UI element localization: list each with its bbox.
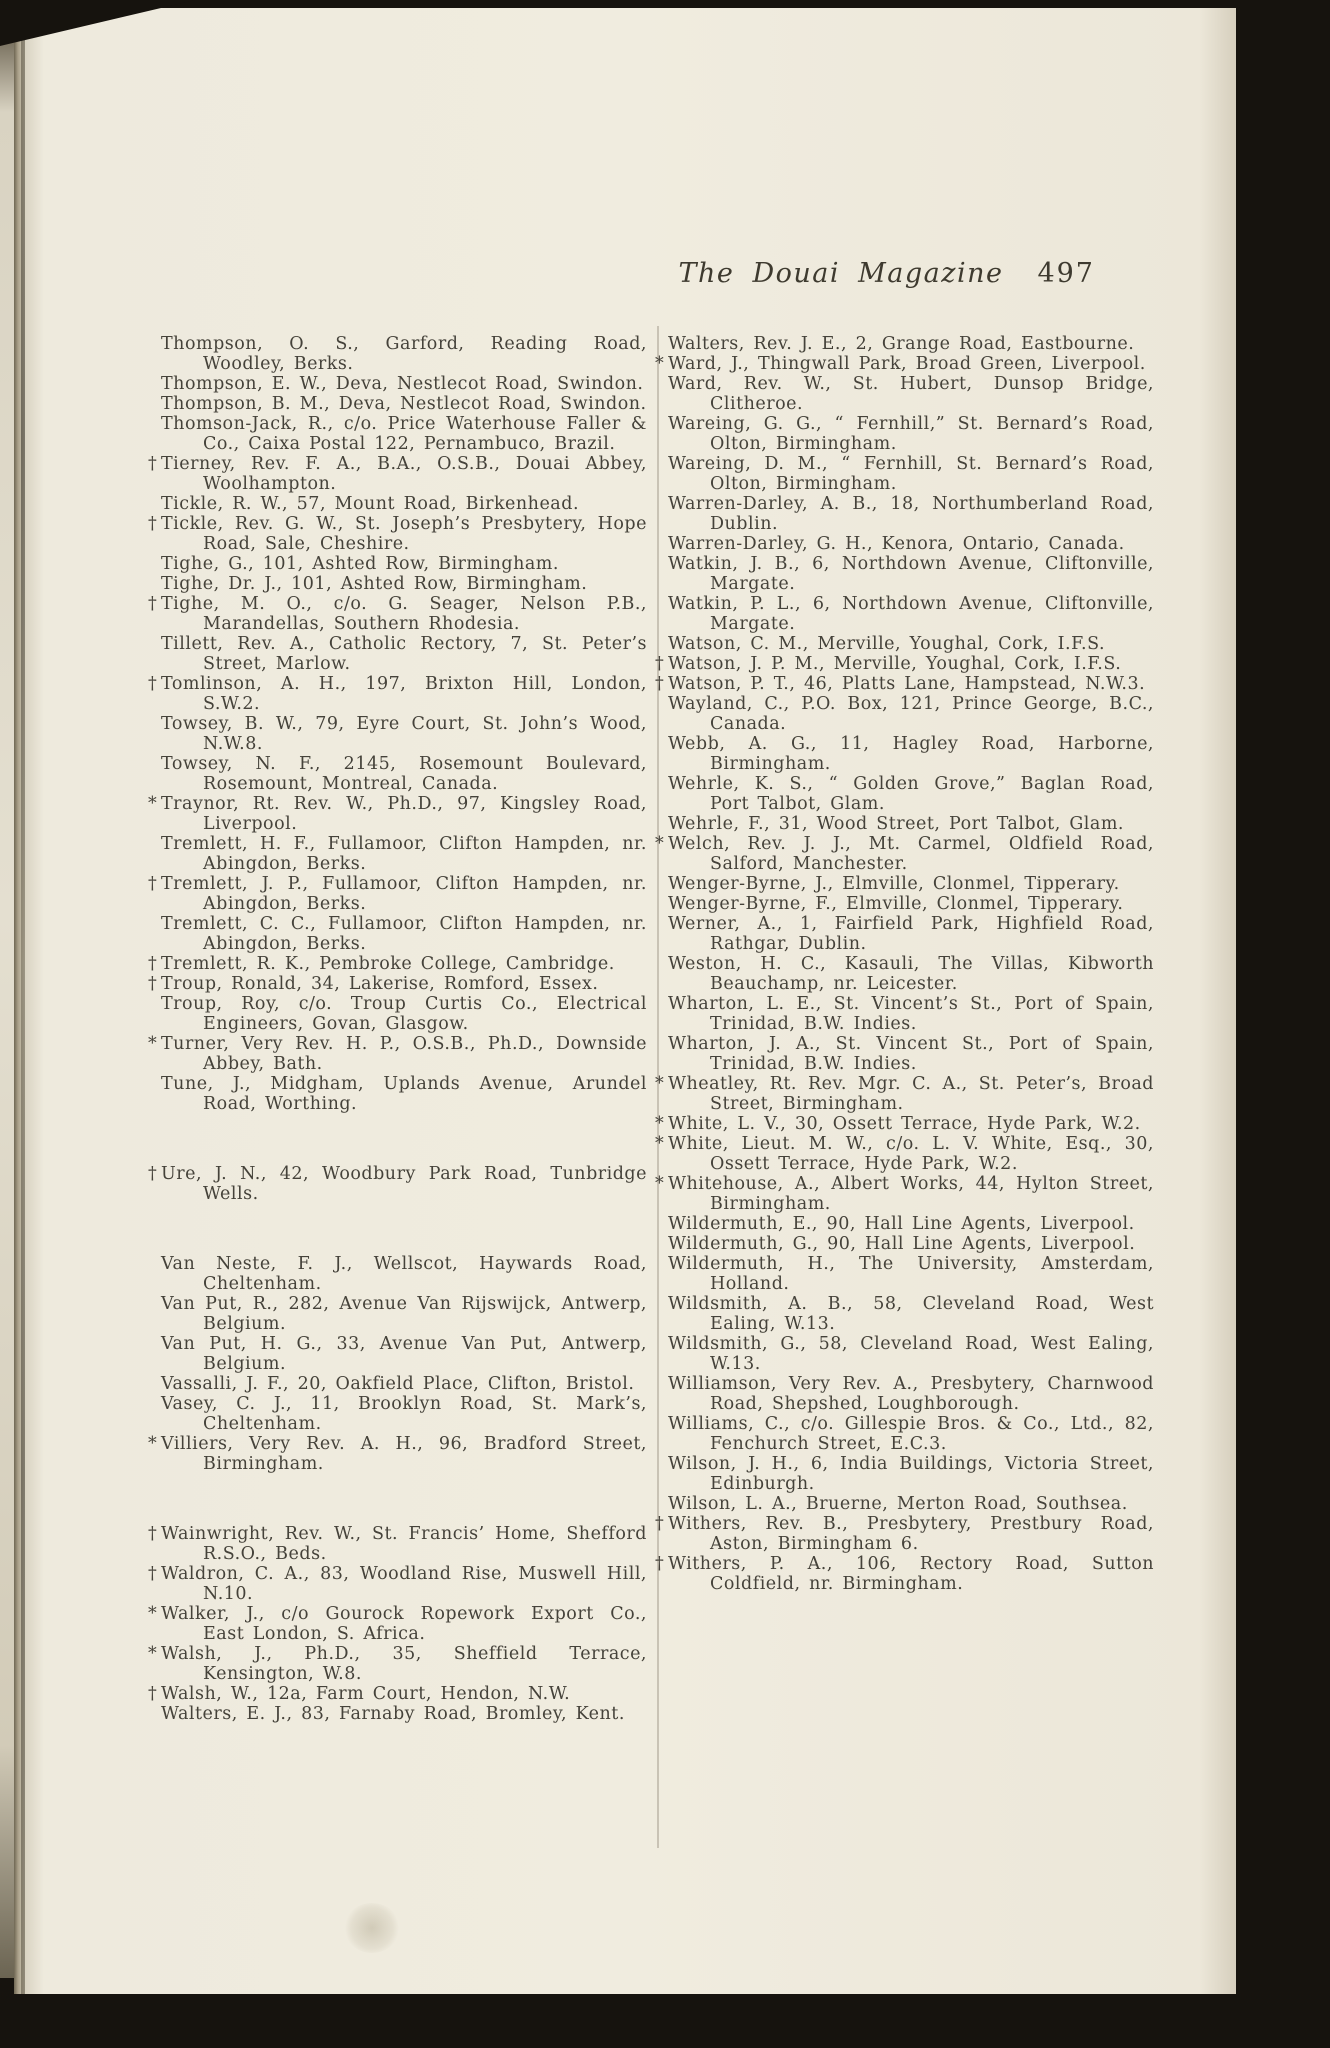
directory-entry: * Ward, J., Thingwall Park, Broad Green, Liverpool. (655, 354, 1146, 374)
directory-entry: † Tierney, Rev. F. A., B.A., O.S.B., Douai Abbey, Woolhampton. (148, 454, 647, 494)
directory-entry: Wharton, L. E., St. Vincent’s St., Port of Spain, Trinidad, B.W. Indies. (668, 994, 1154, 1034)
directory-entry: † Tickle, Rev. G. W., St. Joseph’s Presbytery, Hope Road, Sale, Cheshire. (148, 514, 647, 554)
dagger-marker: † (655, 654, 665, 674)
directory-entry: Webb, A. G., 11, Hagley Road, Harborne, Birmingham. (668, 734, 1154, 774)
directory-entry: Thompson, B. M., Deva, Nestlecot Road, Swindon. (161, 394, 647, 414)
directory-entry: Wilson, L. A., Bruerne, Merton Road, Southsea. (668, 1494, 1128, 1514)
dagger-marker: † (655, 674, 665, 694)
entry-group (148, 1164, 647, 1204)
directory-entry: Vasey, C. J., 11, Brooklyn Road, St. Mark’s, Cheltenham. (161, 1394, 647, 1434)
directory-entry: † Wainwright, Rev. W., St. Francis’ Home, Shefford R.S.O., Beds. (148, 1524, 647, 1564)
directory-entry: Wildsmith, G., 58, Cleveland Road, West Ealing, W.13. (668, 1334, 1154, 1374)
directory-entry: * Traynor, Rt. Rev. W., Ph.D., 97, Kingsley Road, Liverpool. (148, 794, 647, 834)
asterisk-marker: * (148, 1034, 158, 1054)
directory-entry: Walters, E. J., 83, Farnaby Road, Bromley, Kent. (161, 1704, 625, 1724)
dagger-marker: † (148, 1564, 158, 1584)
asterisk-marker: * (655, 1074, 665, 1094)
directory-entry: Wenger-Byrne, F., Elmville, Clonmel, Tipperary. (668, 894, 1124, 914)
directory-entry: † Walsh, W., 12a, Farm Court, Hendon, N.W. (148, 1684, 571, 1704)
directory-entry: Wayland, C., P.O. Box, 121, Prince George, B.C., Canada. (668, 694, 1154, 734)
directory-entry: Williamson, Very Rev. A., Presbytery, Charnwood Road, Shepshed, Loughborough. (668, 1374, 1154, 1414)
dagger-marker: † (148, 594, 158, 614)
dagger-marker: † (148, 514, 158, 534)
directory-entry: Wharton, J. A., St. Vincent St., Port of Spain, Trinidad, B.W. Indies. (668, 1034, 1154, 1074)
directory-entry: † Troup, Ronald, 34, Lakerise, Romford, Essex. (148, 974, 599, 994)
directory-entry: † Tremlett, J. P., Fullamoor, Clifton Hampden, nr. Abingdon, Berks. (148, 874, 647, 914)
directory-entry: Tremlett, H. F., Fullamoor, Clifton Hampden, nr. Abingdon, Berks. (161, 834, 647, 874)
asterisk-marker: * (655, 834, 665, 854)
directory-entry: Thomson-Jack, R., c/o. Price Waterhouse Faller & Co., Caixa Postal 122, Pernambuco, Brazil. (161, 414, 647, 454)
directory-entry: * Whitehouse, A., Albert Works, 44, Hylton Street, Birmingham. (655, 1174, 1154, 1214)
directory-entry: † Tomlinson, A. H., 197, Brixton Hill, London, S.W.2. (148, 674, 647, 714)
directory-entry: Walters, Rev. J. E., 2, Grange Road, Eastbourne. (668, 334, 1135, 354)
dagger-marker: † (148, 1524, 158, 1544)
asterisk-marker: * (655, 354, 665, 374)
directory-entry: Warren-Darley, G. H., Kenora, Ontario, Canada. (668, 534, 1125, 554)
dagger-marker: † (148, 1684, 158, 1704)
directory-entry: Wildermuth, E., 90, Hall Line Agents, Liverpool. (668, 1214, 1135, 1234)
directory-entry: Towsey, B. W., 79, Eyre Court, St. John’s Wood, N.W.8. (161, 714, 647, 754)
directory-entry: * Villiers, Very Rev. A. H., 96, Bradford Street, Birmingham. (148, 1434, 647, 1474)
directory-entry: † Withers, Rev. B., Presbytery, Prestbury Road, Aston, Birmingham 6. (655, 1514, 1154, 1554)
directory-entry: Van Put, H. G., 33, Avenue Van Put, Antwerp, Belgium. (161, 1334, 647, 1374)
directory-entry: Wehrle, F., 31, Wood Street, Port Talbot, Glam. (668, 814, 1124, 834)
directory-entry: † Watson, P. T., 46, Platts Lane, Hampstead, N.W.3. (655, 674, 1146, 694)
directory-entry: Wenger-Byrne, J., Elmville, Clonmel, Tipperary. (668, 874, 1120, 894)
directory-entry: * White, L. V., 30, Ossett Terrace, Hyde Park, W.2. (655, 1114, 1141, 1134)
directory-entry: Wareing, D. M., “ Fernhill, St. Bernard’s Road, Olton, Birmingham. (668, 454, 1154, 494)
directory-entry: † Ure, J. N., 42, Woodbury Park Road, Tunbridge Wells. (148, 1164, 647, 1204)
directory-entry: Thompson, O. S., Garford, Reading Road, Woodley, Berks. (161, 334, 647, 374)
directory-entry: † Waldron, C. A., 83, Woodland Rise, Muswell Hill, N.10. (148, 1564, 647, 1604)
directory-entry: Van Put, R., 282, Avenue Van Rijswijck, Antwerp, Belgium. (161, 1294, 647, 1334)
directory-entry: Werner, A., 1, Fairfield Park, Highfield Road, Rathgar, Dublin. (668, 914, 1154, 954)
directory-entry: † Watson, J. P. M., Merville, Youghal, Cork, I.F.S. (655, 654, 1122, 674)
directory-entry: Towsey, N. F., 2145, Rosemount Boulevard, Rosemount, Montreal, Canada. (161, 754, 647, 794)
asterisk-marker: * (655, 1174, 665, 1194)
directory-entry: Tremlett, C. C., Fullamoor, Clifton Hampden, nr. Abingdon, Berks. (161, 914, 647, 954)
directory-entry: Troup, Roy, c/o. Troup Curtis Co., Electrical Engineers, Govan, Glasgow. (161, 994, 647, 1034)
directory-entry: * Turner, Very Rev. H. P., O.S.B., Ph.D., Downside Abbey, Bath. (148, 1034, 647, 1074)
dagger-marker: † (148, 974, 158, 994)
magazine-page (14, 8, 1236, 1994)
directory-entry: * White, Lieut. M. W., c/o. L. V. White, Esq., 30, Ossett Terrace, Hyde Park, W.2. (655, 1134, 1154, 1174)
directory-entry: * Welch, Rev. J. J., Mt. Carmel, Oldfield Road, Salford, Manchester. (655, 834, 1154, 874)
dagger-marker: † (655, 1514, 665, 1534)
stain-smudge (344, 1903, 400, 1953)
dagger-marker: † (655, 1554, 665, 1574)
dagger-marker: † (148, 1164, 158, 1184)
dagger-marker: † (148, 674, 158, 694)
directory-entry: Watson, C. M., Merville, Youghal, Cork, I.F.S. (668, 634, 1106, 654)
directory-entry: * Wheatley, Rt. Rev. Mgr. C. A., St. Peter’s, Broad Street, Birmingham. (655, 1074, 1154, 1114)
directory-entry: Van Neste, F. J., Wellscot, Haywards Road, Cheltenham. (161, 1254, 647, 1294)
directory-entry: Williams, C., c/o. Gillespie Bros. & Co., Ltd., 82, Fenchurch Street, E.C.3. (668, 1414, 1154, 1454)
right-column (655, 334, 1154, 1594)
directory-entry: Watkin, J. B., 6, Northdown Avenue, Cliftonville, Margate. (668, 554, 1154, 594)
asterisk-marker: * (655, 1134, 665, 1154)
directory-entry: * Walker, J., c/o Gourock Ropework Export Co., East London, S. Africa. (148, 1604, 647, 1644)
directory-entry: Tighe, Dr. J., 101, Ashted Row, Birmingham. (161, 574, 588, 594)
directory-entry: Wilson, J. H., 6, India Buildings, Victoria Street, Edinburgh. (668, 1454, 1154, 1494)
directory-entry: Wildermuth, G., 90, Hall Line Agents, Liverpool. (668, 1234, 1136, 1254)
directory-entry: Tillett, Rev. A., Catholic Rectory, 7, St. Peter’s Street, Marlow. (161, 634, 647, 674)
dagger-marker: † (148, 454, 158, 474)
directory-entry: Thompson, E. W., Deva, Nestlecot Road, Swindon. (161, 374, 644, 394)
page-header (679, 258, 1095, 289)
asterisk-marker: * (655, 1114, 665, 1134)
directory-entry: Tickle, R. W., 57, Mount Road, Birkenhead. (161, 494, 580, 514)
binding-seam (21, 8, 25, 1994)
asterisk-marker: * (148, 1604, 158, 1624)
page-number: 497 (1037, 258, 1095, 289)
directory-entry: Tighe, G., 101, Ashted Row, Birmingham. (161, 554, 559, 574)
entry-group (148, 1524, 647, 1724)
directory-entry: Weston, H. C., Kasauli, The Villas, Kibworth Beauchamp, nr. Leicester. (668, 954, 1154, 994)
asterisk-marker: * (148, 1644, 158, 1664)
directory-entry: Ward, Rev. W., St. Hubert, Dunsop Bridge, Clitheroe. (668, 374, 1154, 414)
dagger-marker: † (148, 954, 158, 974)
directory-entry: † Tremlett, R. K., Pembroke College, Cambridge. (148, 954, 615, 974)
left-column (148, 334, 647, 1724)
directory-entry: Watkin, P. L., 6, Northdown Avenue, Cliftonville, Margate. (668, 594, 1154, 634)
magazine-title: The Douai Magazine (678, 258, 1004, 289)
directory-entry: Vassalli, J. F., 20, Oakfield Place, Clifton, Bristol. (161, 1374, 635, 1394)
entry-group (655, 334, 1154, 1594)
directory-entry: Wildermuth, H., The University, Amsterdam, Holland. (668, 1254, 1154, 1294)
asterisk-marker: * (148, 1434, 158, 1454)
entry-group (148, 1254, 647, 1474)
directory-entry: Warren-Darley, A. B., 18, Northumberland Road, Dublin. (668, 494, 1154, 534)
page-edge-left (0, 42, 14, 1978)
directory-entry: Tune, J., Midgham, Uplands Avenue, Arundel Road, Worthing. (161, 1074, 647, 1114)
dagger-marker: † (148, 874, 158, 894)
entry-group (148, 334, 647, 1114)
directory-entry: Wareing, G. G., “ Fernhill,” St. Bernard’s Road, Olton, Birmingham. (668, 414, 1154, 454)
directory-entry: Wehrle, K. S., “ Golden Grove,” Baglan Road, Port Talbot, Glam. (668, 774, 1154, 814)
directory-entry: † Withers, P. A., 106, Rectory Road, Sutton Coldfield, nr. Birmingham. (655, 1554, 1154, 1594)
asterisk-marker: * (148, 794, 158, 814)
directory-entry: † Tighe, M. O., c/o. G. Seager, Nelson P.B., Marandellas, Southern Rhodesia. (148, 594, 647, 634)
directory-entry: Wildsmith, A. B., 58, Cleveland Road, West Ealing, W.13. (668, 1294, 1154, 1334)
directory-entry: * Walsh, J., Ph.D., 35, Sheffield Terrace, Kensington, W.8. (148, 1644, 647, 1684)
